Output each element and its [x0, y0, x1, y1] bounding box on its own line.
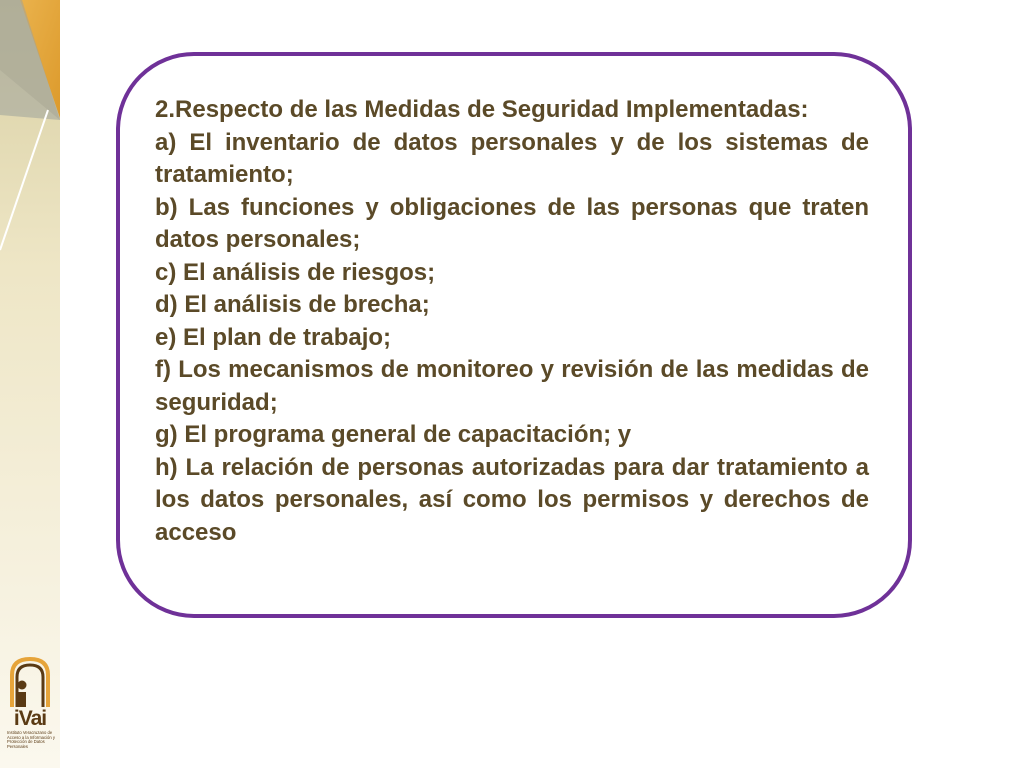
logo-wordmark: iVai — [13, 707, 47, 730]
logo-caption: Instituto Veracruzano de Acceso a la Información y Protección de Datos Personales — [7, 730, 55, 749]
paragraph-item-f: f) Los mecanismos de monitoreo y revisión de las medidas de seguridad; — [155, 356, 869, 416]
paragraph-item-d: d) El análisis de brecha; — [155, 291, 430, 318]
content-text — [155, 94, 869, 549]
paragraph-heading: 2.Respecto de las Medidas de Seguridad Implementadas: — [155, 96, 809, 123]
decorative-side-strip — [0, 0, 60, 768]
paragraph-item-g: g) El programa general de capacitación; y — [155, 421, 632, 448]
paragraph-item-c: c) El análisis de riesgos; — [155, 258, 436, 286]
paragraph-item-a: a) El inventario de datos personales y de los sistemas de tratamiento; — [155, 128, 869, 188]
paragraph-item-e: e) El plan de trabajo; — [155, 323, 392, 351]
paragraph-item-h: h) La relación de personas autorizadas para dar tratamiento a los datos personales, así como los permisos y derechos de acceso — [155, 453, 869, 546]
paragraph-item-b: b) Las funciones y obligaciones de las personas que traten datos personales; — [155, 193, 869, 253]
